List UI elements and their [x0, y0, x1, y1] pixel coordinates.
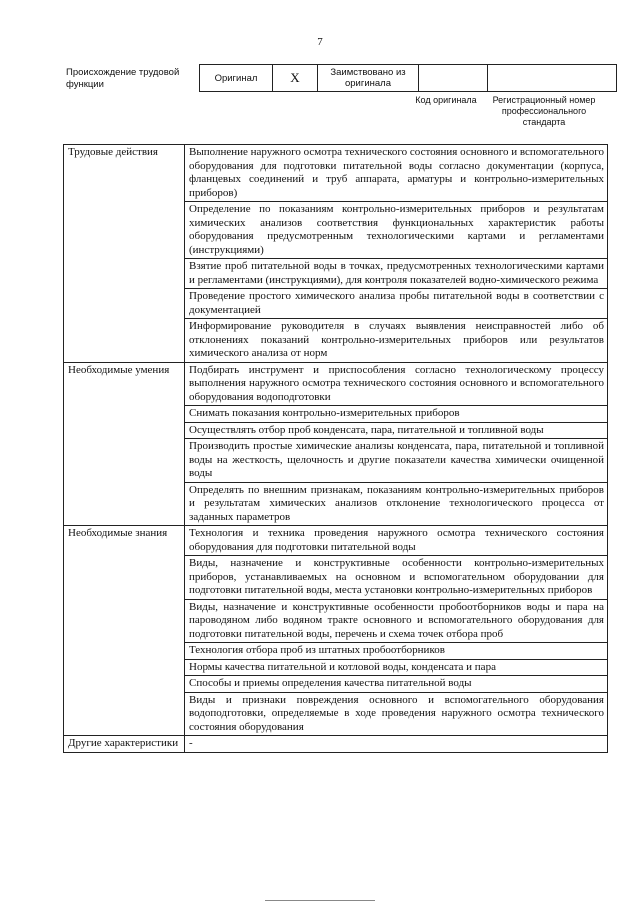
section-item: Определение по показаниям контрольно-измерительных приборов и результатам химических анализов соответствия функциональных характеристик работы оборудования предусмотренным технологическими картами и регламентами (инструкциями) [185, 202, 608, 259]
page-number: 7 [317, 36, 323, 48]
original-cell: Оригинал [200, 65, 273, 92]
section-item: Проведение простого химического анализа пробы питательной воды в соответствии с документацией [185, 289, 608, 319]
reg-caption: Регистрационный номер профессионального стандарта [492, 95, 596, 127]
code-caption: Код оригинала [415, 95, 477, 105]
origin-table [199, 64, 617, 92]
section-item: Технология отбора проб из штатных пробоотборников [185, 643, 608, 660]
table-row [64, 526, 608, 556]
reg-number-cell [488, 65, 617, 92]
section-item: Способы и приемы определения качества питательной воды [185, 676, 608, 693]
table-row [64, 736, 608, 753]
code-cell [419, 65, 488, 92]
original-mark: X [273, 65, 318, 92]
section-item: Осуществлять отбор проб конденсата, пара, питательной и топливной воды [185, 422, 608, 439]
section-item: Производить простые химические анализы конденсата, пара, питательной и топливной воды на жесткость, щелочность и другие показатели качества химически очищенной воды [185, 439, 608, 483]
table-row [64, 145, 608, 202]
borrowed-cell: Заимствовано из оригинала [318, 65, 419, 92]
section-item: Виды, назначение и конструктивные особенности контрольно-измерительных приборов, устанавливаемых на основном и вспомогательном оборудовании для подготовки питательной воды, места установки контрольно-измерительных приборов [185, 556, 608, 600]
section-item: Технология и техника проведения наружного осмотра технического состояния оборудования для подготовки питательной воды [185, 526, 608, 556]
section-label: Трудовые действия [64, 145, 185, 363]
section-item: Подбирать инструмент и приспособления согласно технологическому процессу выполнения наружного осмотра технического состояния основного и вспомогательного оборудования водоподготовки [185, 362, 608, 406]
scan-artifact-line [265, 900, 375, 901]
section-label: Другие характеристики [64, 736, 185, 753]
section-item: Снимать показания контрольно-измерительных приборов [185, 406, 608, 423]
section-item: Определять по внешним признакам, показаниям контрольно-измерительных приборов и результатам химических анализов отклонение технологического процесса от заданных параметров [185, 482, 608, 526]
section-item: Взятие проб питательной воды в точках, предусмотренных технологическими картами и регламентами (инструкциями), для контроля показателей водно-химического режима [185, 259, 608, 289]
table-row [64, 362, 608, 406]
labor-function-table [63, 144, 608, 753]
section-label: Необходимые умения [64, 362, 185, 526]
section-item: - [185, 736, 608, 753]
table-body [64, 145, 608, 753]
section-item: Нормы качества питательной и котловой воды, конденсата и пара [185, 659, 608, 676]
section-label: Необходимые знания [64, 526, 185, 736]
section-item: Виды, назначение и конструктивные особенности пробоотборников воды и пара на пароводяном либо водяном тракте основного и вспомогательного оборудования для подготовки питательной воды, перечень и схема точек отбора проб [185, 599, 608, 643]
section-item: Информирование руководителя в случаях выявления неисправностей либо об отклонениях показаний контрольно-измерительных приборов или результатов химического анализа от норм [185, 319, 608, 363]
origin-label: Происхождение трудовой функции [66, 67, 180, 90]
section-item: Выполнение наружного осмотра технического состояния основного и вспомогательного оборудования для подготовки питательной воды согласно документации (корпуса, фланцевых соединений и труб аппарата, арматуры и контрольно-измерительных приборов) [185, 145, 608, 202]
section-item: Виды и признаки повреждения основного и вспомогательного оборудования водоподготовки, определяемые в ходе проведения наружного осмотра технического состояния оборудования [185, 692, 608, 736]
